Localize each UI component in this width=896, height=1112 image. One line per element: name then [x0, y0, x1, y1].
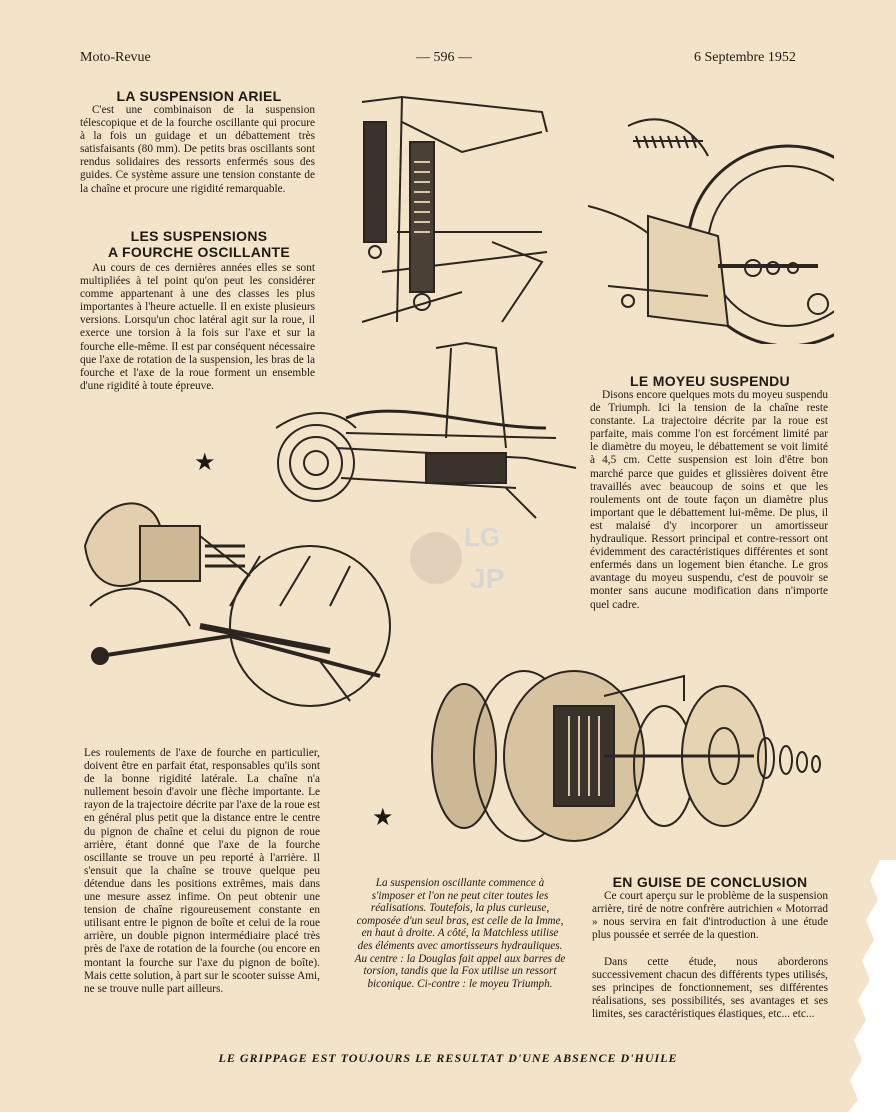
svg-text:LG: LG: [464, 522, 501, 552]
paragraph-conclusion-1: [592, 890, 828, 942]
paragraph-conclusion-2-text: Dans cette étude, nous aborderons successivement chacun des différents types utilisés, ses principes de fonctionnement, ses différentes réalisations, ses possibilités, ses avantages et ses limites, ses caractéristiques élastiques, etc... etc...: [592, 956, 828, 1021]
heading-moyeu-suspendu: LE MOYEU SUSPENDU: [630, 373, 790, 389]
torn-page-edge: [840, 860, 896, 1112]
paragraph-ariel-text: C'est une combinaison de la suspension télescopique et de la fourche oscillante qui procure à la fois un guidage et un débattement très satisfaisants (80 mm). De petits bras oscillants sont rendus solidaires des ressorts enfermés sous des guides. Ce système assure une tension constante de la chaîne et procure une rigidité remarquable.: [80, 104, 315, 195]
paragraph-fourche-text: Au cours de ces dernières années elles se sont multipliées à tel point qu'on peut les considérer comme appartenant à une des classes les plus importantes à l'heure actuelle. Il en existe plusieurs versions. Lorsqu'un choc latéral agit sur la roue, il exerce une torsion à la fois sur l'axe et sur la fourche elle-même. Il est par conséquent nécessaire que l'axe de rotation de la suspension, les bras de la fourche et l'axe de la roue forment un ensemble d'une rigidité à toute épreuve.: [80, 262, 315, 392]
heading-suspension-ariel: LA SUSPENSION ARIEL: [116, 88, 282, 104]
heading-suspensions-line2: A FOURCHE OSCILLANTE: [107, 244, 291, 260]
issue-date: 6 Septembre 1952: [694, 50, 796, 65]
page-number: — 596 —: [416, 50, 472, 65]
figure-caption: La suspension oscillante commence à s'imposer et l'on ne peut citer toutes les réalisations. Toutefois, la plus curieuse, composée d'un seul bras, est celle de la Imme, en haut à droite. A côté, la Matchless utilise des éléments avec amortisseurs hydrauliques. Au centre : la Douglas fait appel aux barres de torsion, tandis que la Fox utilise un ressort biconique. Ci-contre : le moyeu Triumph.: [354, 877, 566, 990]
illustration-ariel-suspension: [342, 92, 550, 332]
star-ornament-1: ★: [194, 448, 216, 476]
paragraph-moyeu-text: Disons encore quelques mots du moyeu suspendu de Triumph. Ici la tension de la chaîne reste constante. La trajectoire décrite par la roue est parfaite, mais comme l'on est forcément limité par le diamètre du moyeu, le débattement se voit limité à 4,5 cm. Cette suspension est loin d'être bon marché parce que guides et glissières doivent être travaillés avec beaucoup de soins et que les roulements ont de toute façon un diamètre plus important que le débattement lui-même. De plus, il est malaisé d'y incorporer un amortisseur hydraulique. Ressort principal et contre-ressort ont évidemment des caractéristiques différentes et sont enfermés dans un logement bien étanche. Le gros avantage du moyeu suspendu, c'est de pouvoir se monter sans aucune modification dans n'importe quel cadre.: [590, 389, 828, 611]
magazine-name: Moto-Revue: [80, 50, 151, 65]
paragraph-ariel: [80, 104, 315, 196]
illustration-triumph-hub: [424, 656, 826, 852]
heading-conclusion: EN GUISE DE CONCLUSION: [612, 874, 808, 890]
paragraph-conclusion-2: [592, 956, 828, 1021]
paragraph-roulements-text: Les roulements de l'axe de fourche en particulier, doivent être en parfait état, responsables qu'ils sont de la bonne rigidité latérale. La chaîne n'a nullement besoin d'avoir une flèche importante. Le rayon de la trajectoire décrite par l'axe de la roue est en général plus petit que la distance entre le centre du pignon de chaîne et celui du pignon de roue arrière, étant donné que l'axe de la fourche oscillante se trouve un peu reporté à l'arrière. Il s'ensuit que la chaîne se trouve quelque peu détendue dans les positions extrêmes, mais dans une mesure assez infime. On peut obtenir une tension de chaîne rigoureusement constante en utilisant entre le pignon de boîte et celui de la roue arrière, un double pignon intermédiaire placé très près de l'axe de rotation de la fourche (ou encore en montant la fourche sur l'axe du pignon de boîte). Mais cette solution, à part sur le scooter suisse Ami, ne se trouve nulle part ailleurs.: [84, 747, 321, 995]
illustration-matchless-swing-arm: [80, 486, 392, 710]
paragraph-moyeu: [590, 389, 828, 612]
footer-slogan: LE GRIPPAGE EST TOUJOURS LE RESULTAT D'UNE ABSENCE D'HUILE: [218, 1051, 678, 1065]
svg-text:JP: JP: [470, 563, 505, 594]
star-ornament-2: ★: [372, 803, 394, 831]
paragraph-roulements: [84, 747, 320, 996]
watermark-logo: [408, 508, 518, 600]
illustration-imme-single-arm: [588, 96, 834, 344]
paragraph-conclusion-1-text: Ce court aperçu sur le problème de la suspension arrière, tiré de notre confrère autrichien « Motorrad » nous servira en fait d'introduction à une étude plus poussée et serrée de la question.: [592, 890, 828, 942]
heading-suspensions-line1: LES SUSPENSIONS: [130, 228, 268, 244]
